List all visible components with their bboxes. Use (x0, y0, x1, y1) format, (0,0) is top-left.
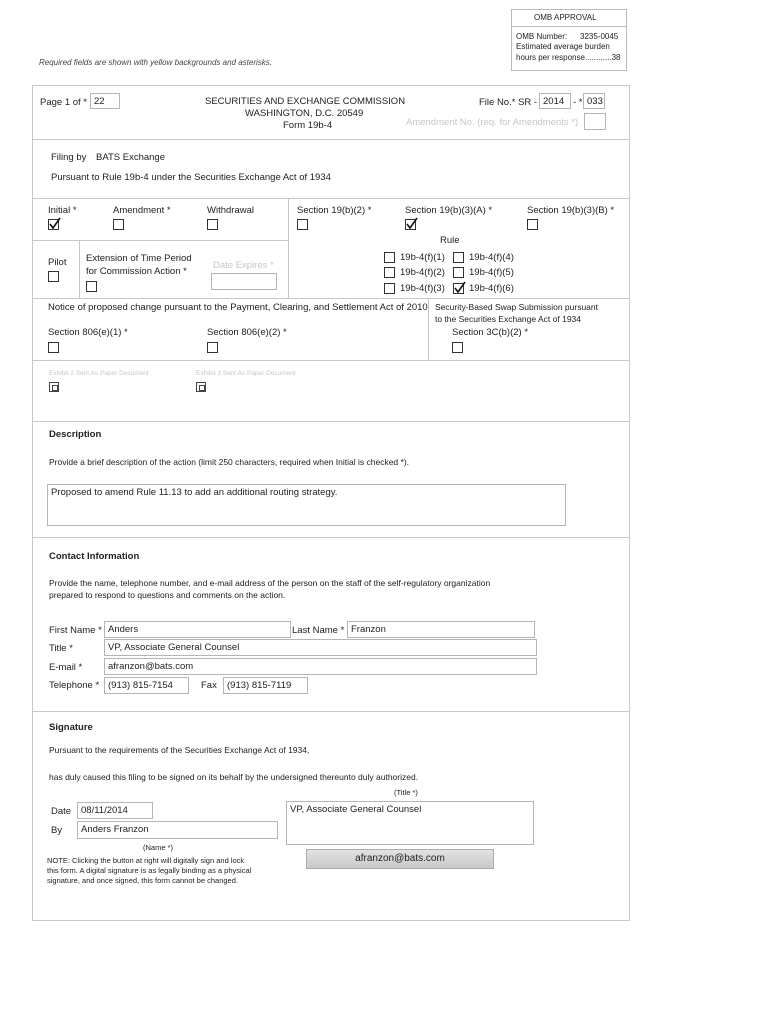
omb-burden-line1: Estimated average burden (516, 42, 610, 51)
exhibits-divider (33, 421, 629, 422)
digital-sign-button[interactable]: afranzon@bats.com (306, 849, 494, 869)
description-field[interactable]: Proposed to amend Rule 11.13 to add an additional routing strategy. (47, 484, 566, 526)
contact-divider (33, 711, 629, 712)
rule-f5-checkbox[interactable] (453, 267, 464, 278)
section-806e1-checkbox[interactable] (48, 342, 59, 353)
file-dash-label: - * (573, 97, 583, 108)
email-label: E-mail * (49, 662, 83, 673)
agency-name: SECURITIES AND EXCHANGE COMMISSION (205, 96, 406, 107)
file-number-field[interactable]: 033 (583, 93, 605, 109)
fax-label: Fax (201, 680, 217, 691)
checkmark-icon (48, 217, 62, 231)
name-caption: (Name *) (143, 843, 174, 852)
description-instruction: Provide a brief description of the action (limit 250 characters, required when Initial is checked *). (49, 457, 410, 467)
first-name-field[interactable]: Anders (104, 621, 291, 638)
extension-checkbox[interactable] (86, 281, 97, 292)
filing-by-label: Filing by (51, 152, 87, 163)
omb-approval-box (511, 9, 627, 71)
signature-date-label: Date (51, 806, 72, 817)
omb-divider (512, 26, 626, 27)
section-19b2-checkbox[interactable] (297, 219, 308, 230)
rule-f3-label: 19b-4(f)(3) (400, 283, 445, 294)
signature-title-field[interactable]: VP, Associate General Counsel (286, 801, 534, 845)
rule-f2-label: 19b-4(f)(2) (400, 267, 445, 278)
page-label: Page 1 of * (40, 97, 88, 108)
signature-note-line2: this form. A digital signature is as legally binding as a physical (47, 866, 252, 875)
page-total-field[interactable]: 22 (90, 93, 120, 109)
amendment-no-field[interactable] (584, 113, 606, 130)
last-name-label: Last Name * (292, 625, 345, 636)
section-3cb2-label: Section 3C(b)(2) * (452, 327, 529, 338)
swap-line2: to the Securities Exchange Act of 1934 (435, 314, 582, 324)
section-806e1-label: Section 806(e)(1) * (48, 327, 128, 338)
initial-checkbox[interactable] (48, 219, 59, 230)
title-field[interactable]: VP, Associate General Counsel (104, 639, 537, 656)
section-3cb2-checkbox[interactable] (452, 342, 463, 353)
omb-burden-line2: hours per response............38 (516, 53, 621, 62)
checkmark-icon (453, 281, 467, 295)
signature-caused: has duly caused this filing to be signed on its behalf by the undersigned thereunto duly authorized. (49, 772, 419, 782)
filing-by-value: BATS Exchange (96, 152, 166, 163)
signature-date-field[interactable]: 08/11/2014 (77, 802, 153, 819)
section-19b3b-label: Section 19(b)(3)(B) * (527, 205, 615, 216)
signature-by-label: By (51, 825, 63, 836)
pilot-divider (79, 241, 80, 298)
signature-heading: Signature (49, 722, 93, 733)
amendment-no-label: Amendment No. (req. for Amendments *) (406, 117, 579, 128)
date-expires-field[interactable] (211, 273, 277, 290)
rule-f2-checkbox[interactable] (384, 267, 395, 278)
amendment-checkbox[interactable] (113, 219, 124, 230)
title-label: Title * (49, 643, 73, 654)
fax-field[interactable]: (913) 815-7119 (223, 677, 308, 694)
rule-f1-label: 19b-4(f)(1) (400, 252, 445, 263)
exhibit2-label: Exhibit 2 Sent As Paper Document (49, 370, 149, 377)
agency-city: WASHINGTON, D.C. 20549 (245, 108, 364, 119)
signature-note-line1: NOTE: Clicking the button at right will digitally sign and lock (47, 856, 245, 865)
swap-line1: Security-Based Swap Submission pursuant (435, 302, 598, 312)
exhibit3-toggle-icon[interactable] (196, 382, 206, 392)
clearing-divider (33, 360, 629, 361)
rule-f5-label: 19b-4(f)(5) (469, 267, 514, 278)
signature-by-field[interactable]: Anders Franzon (77, 821, 278, 839)
swap-divider (428, 299, 429, 360)
header-divider (33, 139, 629, 140)
withdrawal-checkbox[interactable] (207, 219, 218, 230)
signature-note-line3: signature, and once signed, this form cannot be changed. (47, 876, 238, 885)
initial-label: Initial * (48, 205, 77, 216)
rule-f6-checkbox[interactable] (453, 283, 464, 294)
section-19b2-label: Section 19(b)(2) * (297, 205, 372, 216)
signature-pursuant: Pursuant to the requirements of the Securities Exchange Act of 1934, (49, 745, 310, 755)
rule-f4-label: 19b-4(f)(4) (469, 252, 514, 263)
contact-instruction-line1: Provide the name, telephone number, and e-mail address of the person on the staff of the self-regulatory organization (49, 578, 491, 588)
exhibit2-toggle-icon[interactable] (49, 382, 59, 392)
section-19b3a-label: Section 19(b)(3)(A) * (405, 205, 493, 216)
section-19b3b-checkbox[interactable] (527, 219, 538, 230)
rule-divider (33, 298, 629, 299)
description-divider (33, 537, 629, 538)
pursuant-rule-text: Pursuant to Rule 19b-4 under the Securities Exchange Act of 1934 (51, 172, 331, 183)
omb-title: OMB APPROVAL (534, 13, 597, 22)
omb-number-value: 3235-0045 (580, 32, 619, 41)
last-name-field[interactable]: Franzon (347, 621, 535, 638)
type-row-divider (33, 240, 288, 241)
section-19b3a-checkbox[interactable] (405, 219, 416, 230)
rule-f1-checkbox[interactable] (384, 252, 395, 263)
section-806e2-label: Section 806(e)(2) * (207, 327, 287, 338)
filing-divider (33, 198, 629, 199)
extension-label-line2: for Commission Action * (86, 266, 187, 277)
section-806e2-checkbox[interactable] (207, 342, 218, 353)
description-heading: Description (49, 429, 102, 440)
pilot-label: Pilot (48, 257, 67, 268)
first-name-label: First Name * (49, 625, 102, 636)
required-fields-note: Required fields are shown with yellow backgrounds and asterisks. (39, 58, 273, 67)
telephone-field[interactable]: (913) 815-7154 (104, 677, 189, 694)
amendment-label: Amendment * (113, 205, 171, 216)
clearing-notice: Notice of proposed change pursuant to the Payment, Clearing, and Settlement Act of 2010 (48, 302, 428, 313)
withdrawal-label: Withdrawal (207, 205, 254, 216)
title-caption: (Title *) (394, 788, 418, 797)
omb-number-label: OMB Number: (516, 32, 568, 41)
checkmark-icon (405, 217, 419, 231)
rule-f6-label: 19b-4(f)(6) (469, 283, 514, 294)
contact-heading: Contact Information (49, 551, 140, 562)
file-no-label: File No.* SR - (479, 97, 538, 108)
rule-f3-checkbox[interactable] (384, 283, 395, 294)
contact-instruction-line2: prepared to respond to questions and comments on the action. (49, 590, 286, 600)
type-divider (288, 199, 289, 298)
file-year-field[interactable]: 2014 (539, 93, 571, 109)
email-field[interactable]: afranzon@bats.com (104, 658, 537, 675)
exhibit3-label: Exhibit 3 Sent As Paper Document (196, 370, 296, 377)
pilot-checkbox[interactable] (48, 271, 59, 282)
form-number: Form 19b-4 (283, 120, 333, 131)
extension-label-line1: Extension of Time Period (86, 253, 192, 264)
rule-f4-checkbox[interactable] (453, 252, 464, 263)
date-expires-label: Date Expires * (213, 260, 274, 271)
rule-title: Rule (440, 235, 460, 246)
telephone-label: Telephone * (49, 680, 100, 691)
